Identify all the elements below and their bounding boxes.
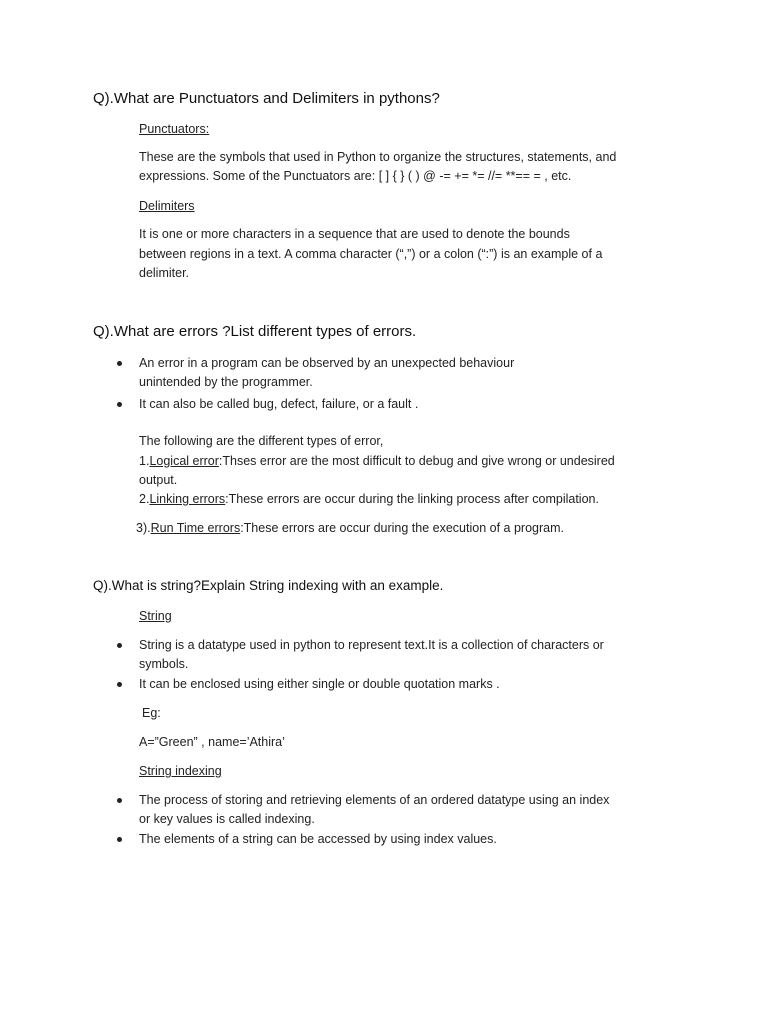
linking-error-text: :These errors are occur during the linking process after compilation. [225, 492, 599, 506]
punctuators-text-line-2: expressions. Some of the Punctuators are: [ ] { } ( ) @ -= += *= //= **== = , etc. [139, 169, 572, 183]
delimiters-text-line-1: It is one or more characters in a sequence that are used to denote the bounds [139, 227, 570, 241]
string-bullet-2: It can be enclosed using either single or double quotation marks . [139, 677, 500, 691]
delimiters-text-line-2: between regions in a text. A comma character (“,”) or a colon (“:”) is an example of a [139, 247, 603, 261]
string-indexing-heading: String indexing [139, 764, 222, 778]
indexing-bullet-1-line-1: The process of storing and retrieving elements of an ordered datatype using an index [139, 793, 610, 807]
runtime-error-number: 3). [136, 521, 151, 535]
bullet-icon [117, 682, 122, 687]
q1-title: Q).What are Punctuators and Delimiters in pythons? [93, 90, 440, 107]
errors-bullet-1-line-1: An error in a program can be observed by an unexpected behaviour [139, 356, 515, 370]
bullet-icon [117, 402, 122, 407]
runtime-error-label: Run Time errors [150, 521, 241, 535]
logical-error-number: 1. [139, 454, 150, 468]
string-bullet-1-line-2: symbols. [139, 657, 189, 671]
linking-error-label: Linking errors [149, 492, 226, 506]
example-code: A=”Green” , name=’Athira’ [139, 735, 285, 749]
bullet-icon [117, 798, 122, 803]
error-types-intro: The following are the different types of error, [139, 434, 384, 448]
linking-error-number: 2. [139, 492, 150, 506]
indexing-bullet-1-line-2: or key values is called indexing. [139, 812, 315, 826]
string-bullet-1-line-1: String is a datatype used in python to represent text.It is a collection of characters or [139, 638, 604, 652]
errors-bullet-2: It can also be called bug, defect, failure, or a fault . [139, 397, 419, 411]
indexing-bullet-2: The elements of a string can be accessed by using index values. [139, 832, 497, 846]
q2-title: Q).What are errors ?List different types of errors. [93, 323, 417, 340]
q3-title: Q).What is string?Explain String indexing with an example. [93, 578, 444, 593]
runtime-error-text: :These errors are occur during the execution of a program. [240, 521, 564, 535]
errors-bullet-1-line-2: unintended by the programmer. [139, 375, 313, 389]
delimiters-text-line-3: delimiter. [139, 266, 190, 280]
linking-error-line [139, 490, 599, 509]
logical-error-text: :Thses error are the most difficult to debug and give wrong or undesired [218, 454, 615, 468]
delimiters-heading: Delimiters [139, 199, 195, 213]
logical-error-continuation: output. [139, 473, 178, 487]
example-label: Eg: [142, 706, 161, 720]
runtime-error-line [136, 519, 564, 538]
bullet-icon [117, 643, 122, 648]
logical-error-line [139, 452, 615, 471]
bullet-icon [117, 837, 122, 842]
string-heading: String [139, 609, 172, 623]
punctuators-heading: Punctuators: [139, 122, 210, 136]
punctuators-text-line-1: These are the symbols that used in Python to organize the structures, statements, and [139, 150, 617, 164]
logical-error-label: Logical error [149, 454, 219, 468]
bullet-icon [117, 361, 122, 366]
